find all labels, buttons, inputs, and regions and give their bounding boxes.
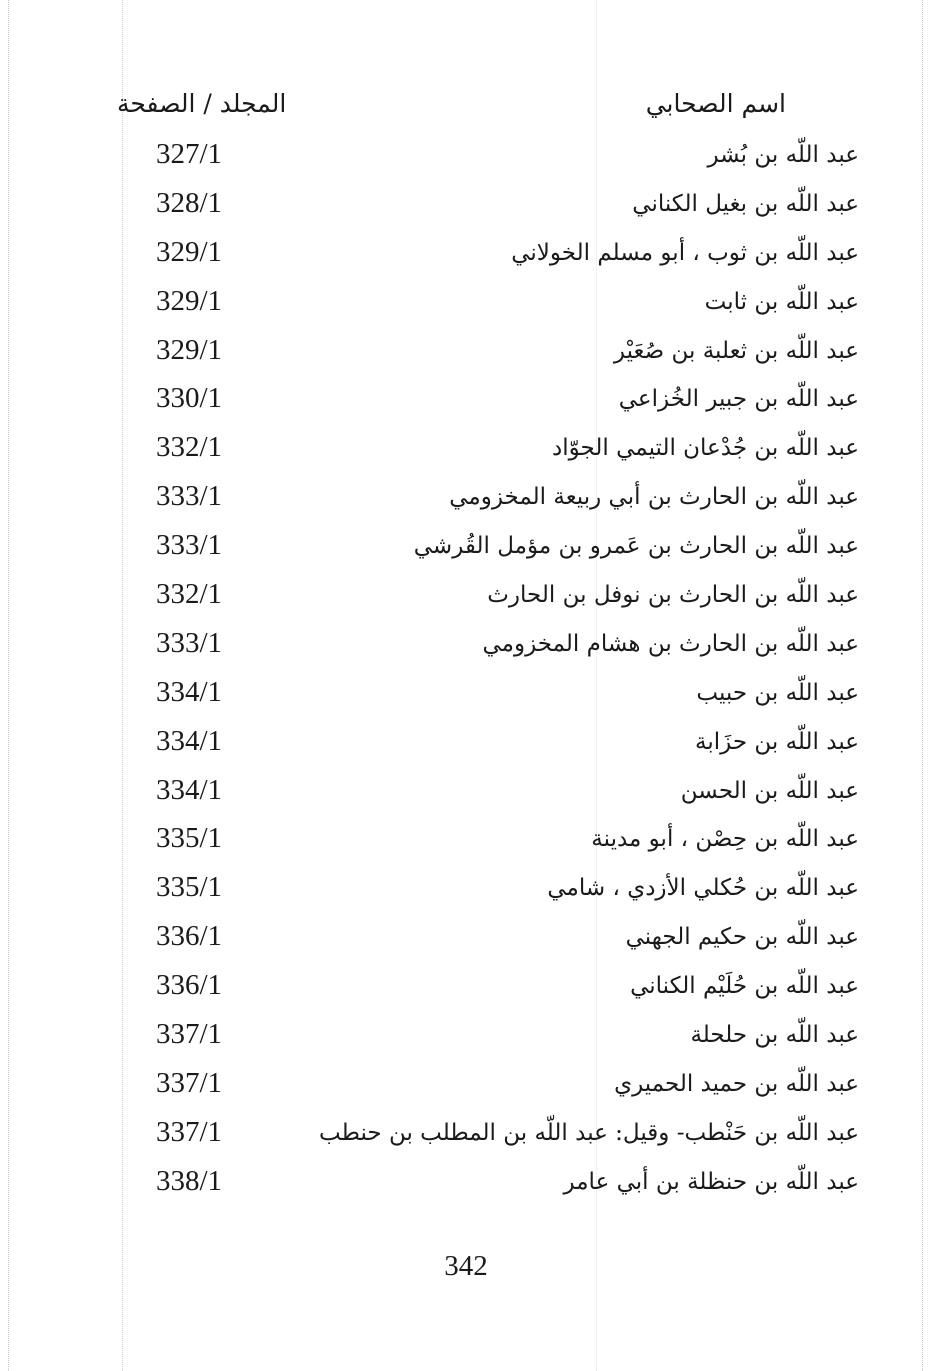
companion-name: عبد اللّه بن بُشر xyxy=(707,142,859,168)
index-entry xyxy=(0,620,932,669)
companion-name: عبد اللّه بن حكيم الجهني xyxy=(625,924,859,951)
volume-page-ref: 328/1 xyxy=(156,186,223,219)
companion-name: عبد اللّه بن حبيب xyxy=(696,679,859,706)
companion-name: عبد اللّه بن ثابت xyxy=(704,288,859,315)
index-entry xyxy=(0,1060,932,1109)
companion-name: عبد اللّه بن حنظلة بن أبي عامر xyxy=(563,1168,859,1195)
reference-column-header: المجلد / الصفحة xyxy=(117,89,287,118)
index-entry xyxy=(0,229,932,278)
volume-page-ref: 335/1 xyxy=(156,871,223,904)
companion-name: عبد اللّه بن الحارث بن عَمرو بن مؤمل القُرشي xyxy=(413,533,859,560)
index-entry xyxy=(0,571,932,620)
companion-name: عبد اللّه بن حَنْطب- وقيل: عبد اللّه بن المطلب بن حنطب xyxy=(319,1119,859,1146)
volume-page-ref: 334/1 xyxy=(156,724,223,757)
volume-page-ref: 337/1 xyxy=(156,1115,223,1148)
companion-name: عبد اللّه بن الحسن xyxy=(680,777,859,804)
index-entry xyxy=(0,962,932,1011)
index-entry xyxy=(0,767,932,816)
index-entry xyxy=(0,1011,932,1060)
index-entry xyxy=(0,327,932,376)
companion-name: عبد اللّه بن ثوب ، أبو مسلم الخولاني xyxy=(511,239,859,266)
companion-name: عبد اللّه بن حُلَيْم الكناني xyxy=(630,973,859,1000)
index-entry xyxy=(0,718,932,767)
companion-name: عبد اللّه بن حميد الحميري xyxy=(614,1070,859,1097)
volume-page-ref: 333/1 xyxy=(156,529,223,562)
index-entry xyxy=(0,278,932,327)
companion-name: عبد اللّه بن حُكلي الأزدي ، شامي xyxy=(547,875,859,902)
volume-page-ref: 334/1 xyxy=(156,773,223,806)
volume-page-ref: 329/1 xyxy=(156,284,223,317)
volume-page-ref: 330/1 xyxy=(156,382,223,415)
companion-name: عبد اللّه بن الحارث بن أبي ربيعة المخزومي xyxy=(449,484,859,511)
volume-page-ref: 332/1 xyxy=(156,578,223,611)
companion-name: عبد اللّه بن جبير الخُزاعي xyxy=(618,386,859,413)
index-entry xyxy=(0,180,932,229)
companion-name: عبد اللّه بن بغيل الكناني xyxy=(632,190,859,217)
index-entry xyxy=(0,375,932,424)
volume-page-ref: 337/1 xyxy=(156,1018,223,1051)
volume-page-ref: 333/1 xyxy=(156,626,223,659)
volume-page-ref: 327/1 xyxy=(156,138,223,170)
index-entry xyxy=(0,424,932,473)
volume-page-ref: 333/1 xyxy=(156,480,223,513)
companion-name: عبد اللّه بن الحارث بن هشام المخزومي xyxy=(482,630,859,657)
index-entry xyxy=(0,522,932,571)
index-entry xyxy=(0,913,932,962)
index-entry xyxy=(0,1158,932,1207)
volume-page-ref: 336/1 xyxy=(156,920,223,953)
volume-page-ref: 338/1 xyxy=(156,1164,223,1197)
volume-page-ref: 334/1 xyxy=(156,675,223,708)
page-number: 342 xyxy=(444,1250,488,1282)
index-entry xyxy=(0,864,932,913)
companion-name: عبد اللّه بن الحارث بن نوفل بن الحارث xyxy=(487,582,859,609)
volume-page-ref: 329/1 xyxy=(156,333,223,366)
index-entry xyxy=(0,669,932,718)
volume-page-ref: 329/1 xyxy=(156,235,223,268)
companion-name: عبد اللّه بن حِصْن ، أبو مدينة xyxy=(591,826,859,853)
index-entry xyxy=(0,473,932,522)
companion-name: عبد اللّه بن جُدْعان التيمي الجوّاد xyxy=(552,435,859,462)
name-column-header: اسم الصحابي xyxy=(645,89,786,118)
index-entry xyxy=(0,131,932,180)
volume-page-ref: 337/1 xyxy=(156,1066,223,1099)
volume-page-ref: 336/1 xyxy=(156,969,223,1002)
companion-index-list xyxy=(0,131,932,1207)
companion-name: عبد اللّه بن حزَابة xyxy=(695,728,859,755)
companion-name: عبد اللّه بن ثعلبة بن صُعَيْر xyxy=(613,337,859,364)
companion-name: عبد اللّه بن حلحلة xyxy=(690,1022,859,1049)
volume-page-ref: 332/1 xyxy=(156,431,223,464)
volume-page-ref: 335/1 xyxy=(156,822,223,855)
index-entry xyxy=(0,815,932,864)
index-entry xyxy=(0,1109,932,1158)
